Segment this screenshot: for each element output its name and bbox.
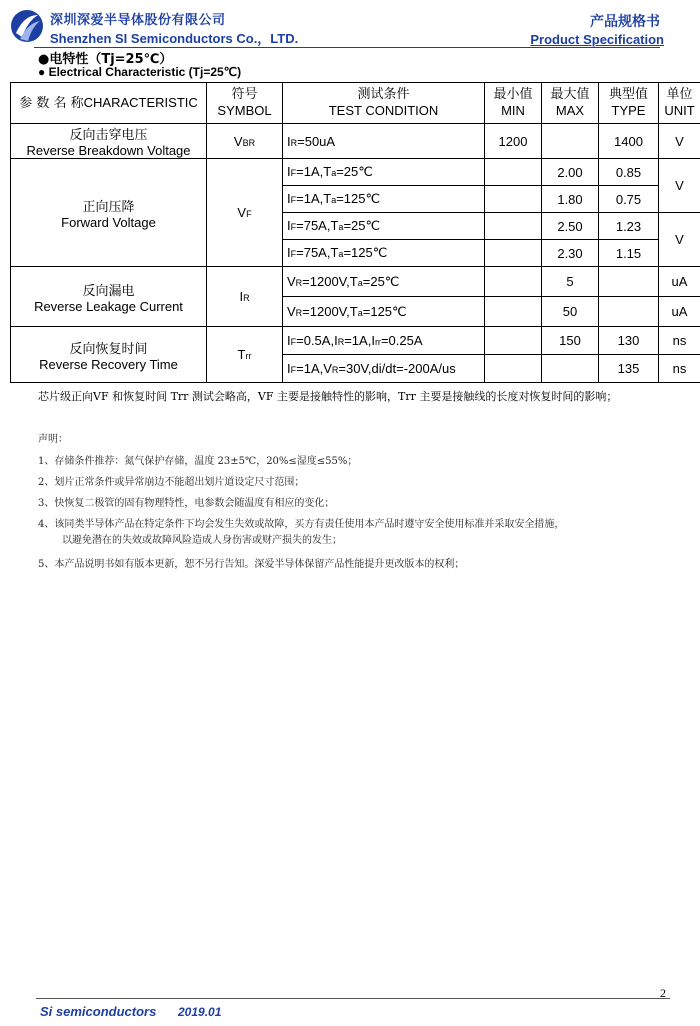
condition-ir-2: VR=1200V,Ta=125℃ [283, 297, 485, 327]
header-min: 最小值 MIN [485, 83, 542, 124]
typ-trr-2: 135 [599, 355, 659, 383]
declaration-item-continued: 以避免潜在的失效或故障风险造成人身伤害或财产损失的发生； [62, 535, 342, 546]
section-title-en: ● Electrical Characteristic (Tj=25℃) [38, 65, 242, 79]
condition-trr-1: IF=0.5A,IR=1A,Irr=0.25A [283, 327, 485, 355]
min-vf-3 [485, 213, 542, 240]
condition-vf-2: IF=1A,Ta=125℃ [283, 186, 485, 213]
declaration-item: 2、划片正常条件或异常崩边不能超出划片道设定尺寸范围； [38, 477, 305, 488]
declaration-item: 3、快恢复二极管的固有物理特性，电参数会随温度有相应的变化； [38, 498, 335, 509]
unit-vf-b: V [659, 213, 700, 267]
header-symbol: 符号 SYMBOL [207, 83, 283, 124]
section-title-cn: ●电特性（Tj=25℃） [38, 52, 173, 67]
min-vf-4 [485, 240, 542, 267]
param-vf: 正向压降 Forward Voltage [11, 159, 207, 267]
typ-ir-2 [599, 297, 659, 327]
typ-vf-2: 0.75 [599, 186, 659, 213]
spec-title-cn: 产品规格书 [590, 14, 660, 30]
table-row [11, 124, 700, 159]
company-name-en: Shenzhen SI Semiconductors Co.，LTD. [50, 31, 299, 46]
company-name-cn: 深圳深爱半导体股份有限公司 [50, 13, 226, 28]
typ-vf-3: 1.23 [599, 213, 659, 240]
footer-date: 2019.01 [178, 1005, 222, 1019]
unit-ir-1: uA [659, 267, 700, 297]
max-vf-3: 2.50 [542, 213, 599, 240]
footer-divider [36, 998, 670, 999]
table-row [11, 327, 700, 355]
typ-vf-1: 0.85 [599, 159, 659, 186]
param-vbr: 反向击穿电压 Reverse Breakdown Voltage [11, 124, 207, 159]
max-vf-2: 1.80 [542, 186, 599, 213]
condition-vf-3: IF=75A,Ta=25℃ [283, 213, 485, 240]
min-trr-2 [485, 355, 542, 383]
unit-trr-2: ns [659, 355, 700, 383]
table-row [11, 267, 700, 297]
max-vf-1: 2.00 [542, 159, 599, 186]
condition-vf-1: IF=1A,Ta=25℃ [283, 159, 485, 186]
declaration-title: 声明： [38, 434, 68, 445]
symbol-vf: VF [207, 159, 283, 267]
max-ir-2: 50 [542, 297, 599, 327]
footer-brand: Si semiconductors [40, 1004, 157, 1019]
electrical-characteristics-table [10, 82, 700, 383]
typ-vbr: 1400 [599, 124, 659, 159]
max-vf-4: 2.30 [542, 240, 599, 267]
min-ir-1 [485, 267, 542, 297]
min-vf-2 [485, 186, 542, 213]
symbol-trr: Trr [207, 327, 283, 383]
condition-ir-1: VR=1200V,Ta=25℃ [283, 267, 485, 297]
header-typ: 典型值 TYPE [599, 83, 659, 124]
condition-vf-4: IF=75A,Ta=125℃ [283, 240, 485, 267]
header-test-condition: 测试条件 TEST CONDITION [283, 83, 485, 124]
typ-trr-1: 130 [599, 327, 659, 355]
company-logo-icon [10, 9, 44, 43]
header-characteristic: 参 数 名 称CHARACTERISTIC [11, 83, 207, 124]
table-header-row [11, 83, 700, 124]
param-ir: 反向漏电 Reverse Leakage Current [11, 267, 207, 327]
unit-vf-a: V [659, 159, 700, 213]
declaration-item: 1、存储条件推荐：氮气保护存储，温度 23±5℃，20%≤湿度≤55%； [38, 456, 358, 467]
measurement-note: 芯片级正向VF 和恢复时间 Trr 测试会略高，VF 主要是接触特性的影响，Trr 主要是接触线的长度对恢复时间的影响； [38, 390, 618, 403]
declaration-item: 5、本产品说明书如有版本更新，恕不另行告知。深爱半导体保留产品性能提升更改版本的权利； [38, 559, 465, 570]
unit-ir-2: uA [659, 297, 700, 327]
typ-ir-1 [599, 267, 659, 297]
min-ir-2 [485, 297, 542, 327]
table-row [11, 159, 700, 186]
param-trr: 反向恢复时间 Reverse Recovery Time [11, 327, 207, 383]
min-trr-1 [485, 327, 542, 355]
max-trr-1: 150 [542, 327, 599, 355]
max-ir-1: 5 [542, 267, 599, 297]
symbol-ir: IR [207, 267, 283, 327]
min-vf-1 [485, 159, 542, 186]
unit-vbr: V [659, 124, 700, 159]
unit-trr-1: ns [659, 327, 700, 355]
page-number: 2 [660, 986, 666, 1000]
spec-title-en: Product Specification [530, 32, 664, 47]
symbol-vbr: VBR [207, 124, 283, 159]
condition-trr-2: IF=1A,VR=30V,di/dt=-200A/us [283, 355, 485, 383]
condition-vbr: IR=50uA [283, 124, 485, 159]
max-vbr [542, 124, 599, 159]
declaration-item: 4、该同类半导体产品在特定条件下均会发生失效或故障，买方有责任使用本产品时遵守安全使用标准并采取安全措施， [38, 519, 565, 530]
header-unit: 单位 UNIT [659, 83, 700, 124]
max-trr-2 [542, 355, 599, 383]
header-max: 最大值 MAX [542, 83, 599, 124]
typ-vf-4: 1.15 [599, 240, 659, 267]
min-vbr: 1200 [485, 124, 542, 159]
